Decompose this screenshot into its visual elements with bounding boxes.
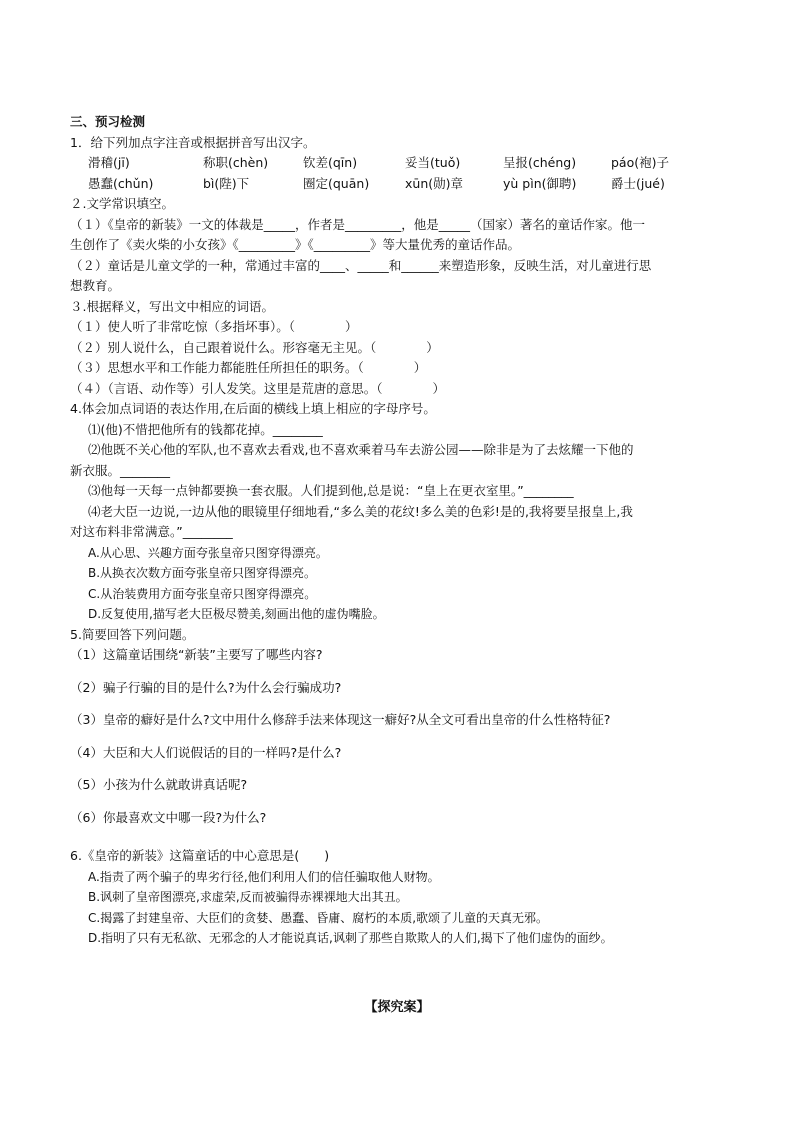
q4-title: 4.体会加点词语的表达作用,在后面的横线上填上相应的字母序号。: [70, 401, 436, 416]
q1-item: bì(陛)下: [203, 175, 250, 191]
q1-item: yù pìn(御聘): [503, 175, 577, 191]
q4-sentence: ⑶他每一天每一点钟都要换一套衣服。人们提到他,总是说：“皇上在更衣室里。”________: [88, 483, 574, 498]
q3-item: （２）别人说什么，自己跟着说什么。形容毫无主见。（ ）: [70, 339, 439, 355]
q4-sentence: ⑵他既不关心他的军队,也不喜欢去看戏,也不喜欢乘着马车去游公园——除非是为了去炫耀一下他的: [88, 442, 634, 457]
worksheet-content: [70, 112, 730, 949]
q6-option: B.讽刺了皇帝图漂亮,求虚荣,反而被骗得赤裸裸地大出其丑。: [88, 890, 408, 904]
q6-option: A.指责了两个骗子的卑劣行径,他们利用人们的信任骗取他人财物。: [88, 869, 440, 884]
q2-line: （１）《皇帝的新装》一文的体裁是_____，作者是_________，他是_____（国家）著名的童话作家。他一: [70, 216, 646, 232]
q3-item: （１）使人听了非常吃惊（多指坏事）。（ ）: [70, 319, 358, 334]
q4-option: C.从治装费用方面夸张皇帝只图穿得漂亮。: [88, 586, 317, 601]
q6-option: C.揭露了封建皇帝、大臣们的贪婪、愚蠢、昏庸、腐朽的本质,歌颂了儿童的天真无邪。: [88, 910, 549, 925]
section-title: 三、预习检测: [70, 114, 146, 129]
q2-line: （２）童话是儿童文学的一种，常通过丰富的____、_____和______来塑造形象，反映生活，对儿童进行思: [70, 257, 652, 273]
q1-row-2: [70, 174, 730, 195]
q5-title: 5.简要回答下列问题。: [70, 626, 195, 642]
q1-item: 称职(chèn): [203, 155, 269, 170]
q3-item: （４）（言语、动作等）引人发笑。这里是荒唐的意思。（ ）: [70, 380, 446, 396]
q1-item: 圈定(quān): [303, 175, 370, 191]
q5-item: （1）这篇童话围绕“新装”主要写了哪些内容?: [70, 647, 323, 662]
q5-item: （6）你最喜欢文中哪一段?为什么?: [70, 809, 267, 825]
q5-item: （2）骗子行骗的目的是什么?为什么会行骗成功?: [70, 679, 342, 695]
q1-item: 钦差(qīn): [303, 155, 358, 170]
q4-sentence-cont: 新衣服。________: [70, 462, 171, 478]
q4-option: A.从心思、兴趣方面夸张皇帝只图穿得漂亮。: [88, 545, 328, 560]
q1-item: 滑稽(jī): [88, 155, 130, 170]
q2-line: 想教育。: [70, 278, 121, 293]
q3-title: ３.根据释义，写出文中相应的词语。: [70, 298, 274, 314]
q1-title: 1．给下列加点字注音或根据拼音写出汉字。: [70, 134, 316, 150]
q1-row-1: [70, 153, 730, 174]
q1-item: páo(袍)子: [611, 155, 669, 170]
q4-sentence-cont: 对这布料非常满意。”________: [70, 524, 233, 539]
q1-item: 妥当(tuǒ): [405, 155, 461, 170]
q5-item: （4）大臣和大人们说假话的目的一样吗?是什么?: [70, 744, 342, 760]
q6-title: 6.《皇帝的新装》这篇童话的中心意思是( ): [70, 848, 330, 863]
q1-item: 愚蠢(chǔn): [88, 175, 154, 191]
section-footer-title: 【探究案】: [364, 1000, 430, 1015]
q1-item: xūn(勋)章: [405, 175, 463, 191]
q4-sentence: ⑴(他)不惜把他所有的钱都花掉。________: [88, 421, 323, 437]
q4-sentence: ⑷老大臣一边说,一边从他的眼镜里仔细地看,“多么美的花纹!多么美的色彩!是的,我将要呈报皇上,我: [88, 503, 633, 519]
q5-item: （3）皇帝的癖好是什么?文中用什么修辞手法来体现这一癖好?从全文可看出皇帝的什么性格特征?: [70, 712, 611, 727]
q4-option: B.从换衣次数方面夸张皇帝只图穿得漂亮。: [88, 566, 317, 580]
q3-item: （３）思想水平和工作能力都能胜任所担任的职务。（ ）: [70, 360, 427, 375]
q5-item: （5）小孩为什么就敢讲真话呢?: [70, 777, 248, 792]
q1-item: 爵士(jué): [611, 175, 665, 191]
q2-line: 生创作了《卖火柴的小女孩》《_________》《_________》等大量优秀的童话作品。: [70, 237, 521, 252]
q2-title: ２.文学常识填空。: [70, 196, 174, 211]
q1-item: 呈报(chéng): [503, 155, 577, 170]
q4-option: D.反复使用,描写老大臣极尽赞美,刻画出他的虚伪嘴脸。: [88, 607, 385, 621]
q6-option: D.指明了只有无私欲、无邪念的人才能说真话,讽刺了那些自欺欺人的人们,揭下了他们虚伪的面纱。: [88, 931, 613, 945]
